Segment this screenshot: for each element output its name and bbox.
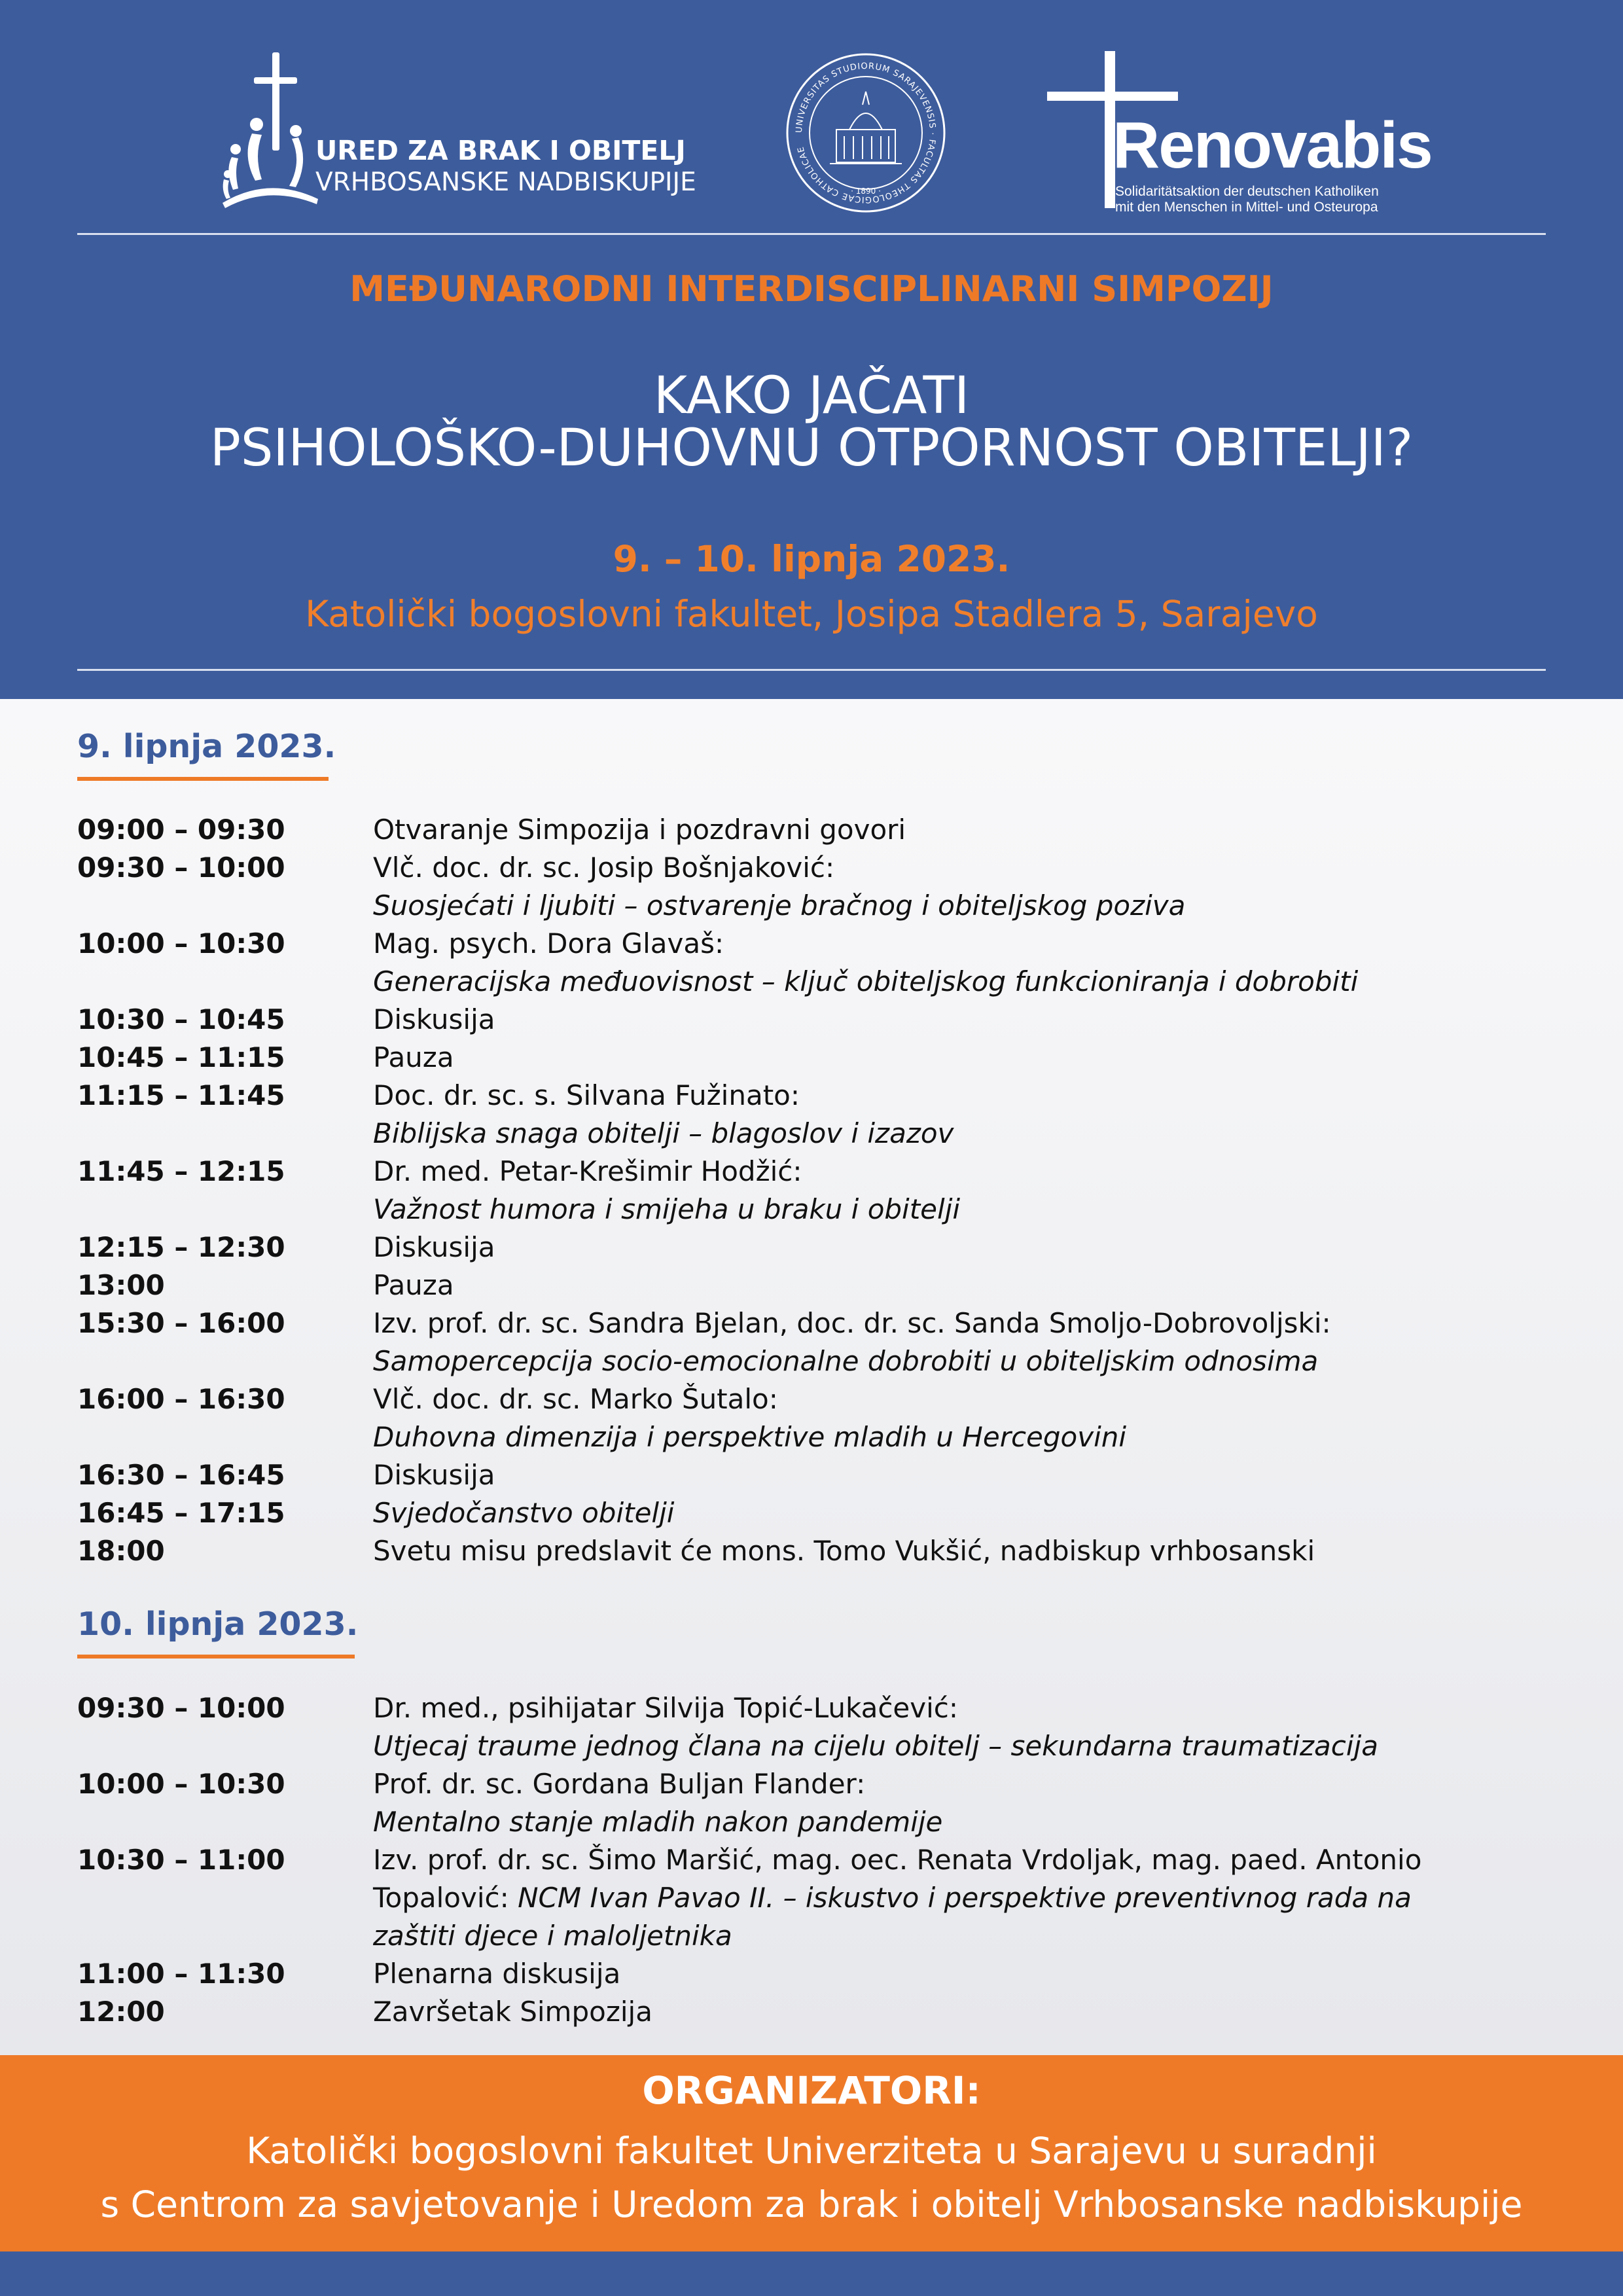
row-text: Diskusija xyxy=(373,1003,495,1035)
row-talk-title: Generacijska međuovisnost – ključ obiteljskog funkcioniranja i dobrobiti xyxy=(373,965,1359,997)
row-talk-title: Samopercepcija socio-emocionalne dobrobiti u obiteljskim odnosima xyxy=(373,1345,1319,1377)
organizers-band xyxy=(0,2055,1623,2251)
row-time: 11:45 – 12:15 xyxy=(77,1155,285,1187)
row-desc xyxy=(373,811,1564,849)
header-divider-top xyxy=(77,233,1546,235)
row-text: Pauza xyxy=(373,1041,454,1073)
row-speaker: Vlč. doc. dr. sc. Marko Šutalo: xyxy=(373,1383,778,1415)
row-talk-title: Mentalno stanje mladih nakon pandemije xyxy=(373,1806,943,1838)
row-talk-title: Utjecaj traume jednog člana na cijelu obitelj – sekundarna traumatizacija xyxy=(373,1730,1378,1762)
row-text: Završetak Simpozija xyxy=(373,1996,652,2028)
logo-ured-line1: URED ZA BRAK I OBITELJ xyxy=(315,135,686,166)
title-line1: KAKO JAČATI xyxy=(653,367,970,425)
row-talk-title: Suosjećati i ljubiti – ostvarenje bračnog i obiteljskog poziva xyxy=(373,889,1186,922)
row-text: Otvaranje Simpozija i pozdravni govori xyxy=(373,814,906,846)
row-speaker: Izv. prof. dr. sc. Šimo Maršić, mag. oec. Renata Vrdoljak, mag. paed. Antonio xyxy=(373,1844,1422,1876)
row-text: Pauza xyxy=(373,1269,454,1301)
event-venue: Katolički bogoslovni fakultet, Josipa Stadlera 5, Sarajevo xyxy=(305,593,1318,635)
seal-year: · 1890 · xyxy=(851,187,881,196)
organizers-heading: ORGANIZATORI: xyxy=(642,2068,981,2113)
logo-renovabis xyxy=(1047,51,1432,215)
row-speaker: Mag. psych. Dora Glavaš: xyxy=(373,927,724,960)
logo-ured-za-brak xyxy=(216,51,696,208)
row-desc xyxy=(373,1955,1564,1993)
row-desc xyxy=(373,1266,1564,1304)
row-desc xyxy=(373,1039,1564,1077)
symposium-subtitle: MEĐUNARODNI INTERDISCIPLINARNI SIMPOZIJ xyxy=(349,268,1274,310)
row-talk-title: Biblijska snaga obitelji – blagoslov i izazov xyxy=(373,1117,954,1149)
row-time: 12:15 – 12:30 xyxy=(77,1231,285,1263)
header-band xyxy=(0,0,1623,699)
organizers-line2: s Centrom za savjetovanje i Uredom za brak i obitelj Vrhbosanske nadbiskupije xyxy=(100,2183,1523,2225)
row-time: 10:30 – 10:45 xyxy=(77,1003,285,1035)
family-cross-icon xyxy=(216,51,321,208)
row-time: 11:15 – 11:45 xyxy=(77,1079,285,1111)
row-desc xyxy=(373,1001,1564,1039)
row-speaker: Vlč. doc. dr. sc. Josip Bošnjaković: xyxy=(373,852,835,884)
row-desc xyxy=(373,1765,1564,1841)
row-time: 09:30 – 10:00 xyxy=(77,1692,285,1724)
day2-heading: 10. lipnja 2023. xyxy=(77,1605,359,1643)
row-time: 10:30 – 11:00 xyxy=(77,1844,285,1876)
row-speaker-tail: Topalović: xyxy=(373,1882,509,1914)
row-speaker: Dr. med., psihijatar Silvija Topić-Lukačević: xyxy=(373,1692,959,1724)
row-time: 10:00 – 10:30 xyxy=(77,927,285,960)
row-time: 12:00 xyxy=(77,1996,165,2028)
row-time: 16:00 – 16:30 xyxy=(77,1383,285,1415)
svg-text:UNIVERSITAS STUDIORUM SARAJEVE xyxy=(794,62,937,204)
row-desc xyxy=(373,849,1564,925)
row-speaker: Dr. med. Petar-Krešimir Hodžić: xyxy=(373,1155,802,1187)
row-time: 11:00 – 11:30 xyxy=(77,1958,285,1990)
row-talk-title: Važnost humora i smijeha u braku i obitelji xyxy=(373,1193,961,1225)
renovabis-tagline-line2: mit den Menschen in Mittel- und Osteuropa xyxy=(1115,200,1378,215)
row-text: Diskusija xyxy=(373,1231,495,1263)
faculty-seal-logo xyxy=(784,51,948,215)
logo-ured-line2: VRHBOSANSKE NADBISKUPIJE xyxy=(315,168,696,197)
bottom-band xyxy=(0,2251,1623,2296)
row-desc xyxy=(373,1532,1564,1570)
row-speaker: Prof. dr. sc. Gordana Buljan Flander: xyxy=(373,1768,866,1800)
row-talk-title-cont: zaštiti djece i maloljetnika xyxy=(373,1920,732,1952)
title-line2: PSIHOLOŠKO-DUHOVNU OTPORNOST OBITELJI? xyxy=(209,419,1414,478)
row-desc xyxy=(373,1993,1564,2031)
row-talk-title: NCM Ivan Pavao II. – iskustvo i perspektive preventivnog rada na xyxy=(518,1882,1412,1914)
row-text: Diskusija xyxy=(373,1459,495,1491)
row-desc xyxy=(373,1380,1564,1456)
renovabis-tagline xyxy=(1115,184,1379,215)
row-text: Svetu misu predslavit će mons. Tomo Vukšić, nadbiskup vrhbosanski xyxy=(373,1535,1315,1567)
row-desc xyxy=(373,925,1564,1001)
row-desc xyxy=(373,1841,1564,1955)
row-time: 15:30 – 16:00 xyxy=(77,1307,285,1339)
row-desc xyxy=(373,1304,1564,1380)
row-time: 10:45 – 11:15 xyxy=(77,1041,285,1073)
renovabis-tagline-line1: Solidaritätsaktion der deutschen Katholiken xyxy=(1115,184,1379,199)
row-desc xyxy=(373,1494,1564,1532)
row-time: 10:00 – 10:30 xyxy=(77,1768,285,1800)
seal-ring-text: UNIVERSITAS STUDIORUM SARAJEVENSIS · FACULTAS THEOLOGICAE CATHOLICAE xyxy=(794,61,938,205)
row-speaker: Izv. prof. dr. sc. Sandra Bjelan, doc. dr. sc. Sanda Smoljo-Dobrovoljski: xyxy=(373,1307,1331,1339)
row-time: 18:00 xyxy=(77,1535,165,1567)
row-speaker: Doc. dr. sc. s. Silvana Fužinato: xyxy=(373,1079,800,1111)
organizers-line1: Katolički bogoslovni fakultet Univerziteta u Sarajevu u suradnji xyxy=(246,2130,1377,2172)
day1-heading: 9. lipnja 2023. xyxy=(77,728,336,765)
row-desc xyxy=(373,1229,1564,1266)
header-divider-bottom xyxy=(77,669,1546,671)
event-date: 9. – 10. lipnja 2023. xyxy=(613,538,1010,580)
row-time: 16:30 – 16:45 xyxy=(77,1459,285,1491)
row-text: Plenarna diskusija xyxy=(373,1958,621,1990)
day1-underline xyxy=(77,777,329,781)
row-desc xyxy=(373,1456,1564,1494)
row-desc xyxy=(373,1153,1564,1229)
row-desc xyxy=(373,1689,1564,1765)
row-desc xyxy=(373,1077,1564,1153)
row-time: 09:00 – 09:30 xyxy=(77,814,285,846)
row-talk-title: Duhovna dimenzija i perspektive mladih u Hercegovini xyxy=(373,1421,1127,1453)
row-speaker-cont xyxy=(373,1879,1564,1917)
renovabis-name: Renovabis xyxy=(1113,109,1432,182)
row-time: 16:45 – 17:15 xyxy=(77,1497,285,1529)
day2-underline xyxy=(77,1655,355,1659)
row-time: 13:00 xyxy=(77,1269,165,1301)
row-talk-title: Svjedočanstvo obitelji xyxy=(373,1497,675,1529)
row-time: 09:30 – 10:00 xyxy=(77,852,285,884)
